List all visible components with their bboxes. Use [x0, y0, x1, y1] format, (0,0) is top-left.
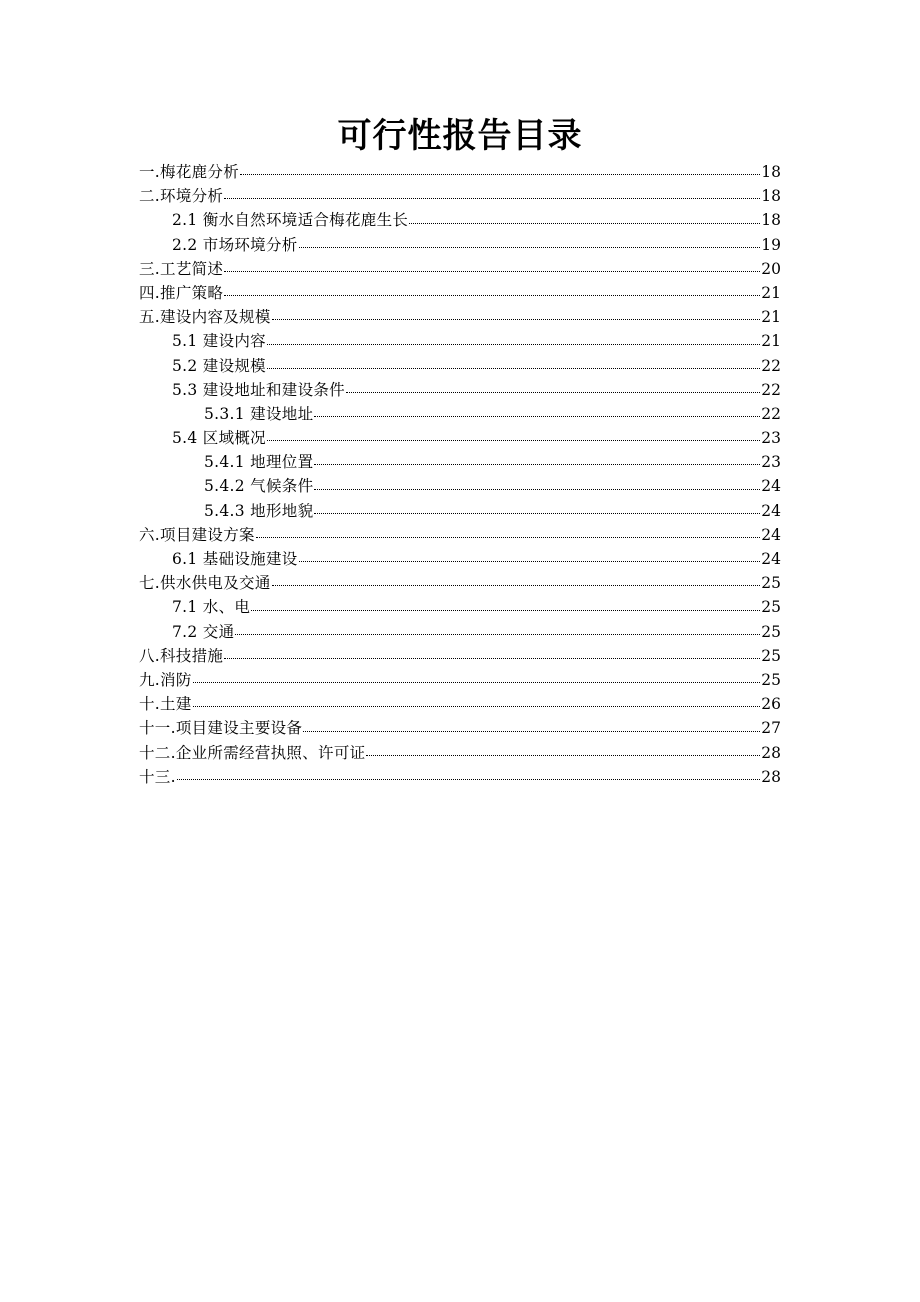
toc-dot-leader	[224, 657, 760, 659]
toc-page-number: 25	[761, 622, 781, 641]
toc-entry[interactable]	[139, 233, 781, 257]
toc-entry-label: 5.4.2 气候条件	[204, 477, 314, 496]
toc-dot-leader	[251, 609, 760, 611]
toc-entry[interactable]	[139, 716, 781, 740]
toc-entry-label: 六.项目建设方案	[139, 525, 255, 544]
toc-entry[interactable]	[139, 620, 781, 644]
toc-page-number: 24	[761, 550, 781, 568]
toc-entry[interactable]	[139, 595, 781, 619]
toc-dot-leader	[267, 439, 760, 441]
toc-entry[interactable]	[139, 426, 781, 450]
toc-page-number: 25	[761, 574, 781, 593]
toc-entry[interactable]	[139, 692, 781, 716]
toc-page-number: 25	[761, 598, 781, 617]
toc-dot-leader	[314, 415, 760, 417]
toc-entry[interactable]	[139, 402, 781, 426]
toc-entry-label: 5.2 建设规模	[172, 356, 266, 375]
toc-entry-label: 7.1 水、电	[172, 598, 251, 617]
toc-page-number: 21	[761, 308, 781, 327]
toc-dot-leader	[346, 391, 760, 393]
toc-dot-leader	[366, 754, 760, 756]
toc-dot-leader	[224, 270, 760, 272]
toc-entry[interactable]	[139, 208, 781, 232]
toc-page-number: 24	[761, 501, 781, 520]
toc-entry-label: 2.1 衡水自然环境适合梅花鹿生长	[172, 211, 409, 230]
toc-entry-label: 一.梅花鹿分析	[139, 163, 240, 181]
toc-dot-leader	[314, 488, 760, 490]
toc-page-number: 23	[761, 453, 781, 472]
toc-dot-leader	[224, 197, 760, 199]
toc-page-number: 20	[761, 259, 781, 278]
toc-entry[interactable]	[139, 305, 781, 329]
page-title: 可行性报告目录	[337, 116, 583, 156]
toc-entry[interactable]	[139, 281, 781, 305]
toc-page-number: 21	[761, 332, 781, 351]
toc-page-number: 22	[761, 380, 781, 399]
toc-entry-label: 二.环境分析	[139, 187, 224, 206]
toc-entry[interactable]	[139, 668, 781, 692]
toc-entry-label: 5.3 建设地址和建设条件	[172, 380, 345, 399]
toc-page-number: 28	[761, 743, 781, 762]
toc-entry-label: 5.3.1 建设地址	[204, 404, 314, 423]
toc-dot-leader	[193, 681, 761, 683]
toc-page-number: 22	[761, 356, 781, 375]
toc-dot-leader	[256, 536, 760, 538]
toc-dot-leader	[299, 560, 761, 562]
toc-dot-leader	[299, 246, 761, 248]
toc-page-number: 25	[761, 670, 781, 689]
toc-dot-leader	[177, 778, 760, 780]
toc-entry-label: 6.1 基础设施建设	[172, 550, 298, 568]
toc-entry[interactable]	[139, 644, 781, 668]
toc-dot-leader	[314, 512, 760, 514]
table-of-contents	[139, 160, 781, 789]
toc-dot-leader	[272, 318, 761, 320]
toc-entry-label: 十.土建	[139, 695, 192, 714]
toc-entry[interactable]	[139, 571, 781, 595]
toc-entry[interactable]	[139, 547, 781, 571]
toc-entry-label: 七.供水供电及交通	[139, 574, 271, 593]
toc-entry[interactable]	[139, 523, 781, 547]
toc-dot-leader	[267, 367, 760, 369]
toc-entry[interactable]	[139, 160, 781, 184]
toc-entry-label: 五.建设内容及规模	[139, 308, 271, 327]
toc-entry[interactable]	[139, 354, 781, 378]
toc-entry[interactable]	[139, 378, 781, 402]
toc-page-number: 24	[761, 477, 781, 496]
toc-entry-label: 十三.	[139, 767, 176, 786]
toc-dot-leader	[409, 222, 760, 224]
toc-dot-leader	[267, 343, 760, 345]
toc-entry-label: 四.推广策略	[139, 283, 224, 302]
toc-entry-label: 7.2 交通	[172, 622, 235, 641]
toc-dot-leader	[272, 584, 761, 586]
toc-entry[interactable]	[139, 450, 781, 474]
toc-entry-label: 九.消防	[139, 670, 192, 689]
toc-page-number: 19	[761, 235, 781, 254]
toc-dot-leader	[303, 730, 760, 732]
toc-dot-leader	[224, 294, 760, 296]
toc-entry-label: 2.2 市场环境分析	[172, 235, 298, 254]
toc-page-number: 18	[761, 163, 781, 181]
toc-dot-leader	[193, 705, 761, 707]
toc-page-number: 23	[761, 429, 781, 448]
toc-page-number: 18	[761, 211, 781, 230]
toc-page-number: 24	[761, 525, 781, 544]
toc-entry[interactable]	[139, 329, 781, 353]
toc-entry-label: 5.4.3 地形地貌	[204, 501, 314, 520]
toc-page-number: 26	[761, 695, 781, 714]
toc-entry[interactable]	[139, 257, 781, 281]
toc-entry-label: 十二.企业所需经营执照、许可证	[139, 743, 366, 762]
toc-entry[interactable]	[139, 474, 781, 498]
toc-entry-label: 三.工艺简述	[139, 259, 224, 278]
toc-entry[interactable]	[139, 741, 781, 765]
toc-entry-label: 5.4.1 地理位置	[204, 453, 314, 472]
toc-dot-leader	[240, 173, 760, 175]
toc-page-number: 27	[761, 719, 781, 738]
toc-dot-leader	[314, 463, 760, 465]
toc-entry-label: 八.科技措施	[139, 646, 224, 665]
toc-entry-label: 十一.项目建设主要设备	[139, 719, 303, 738]
toc-page-number: 18	[761, 187, 781, 206]
toc-entry-label: 5.4 区域概况	[172, 429, 266, 448]
toc-page-number: 22	[761, 404, 781, 423]
toc-entry-label: 5.1 建设内容	[172, 332, 266, 351]
toc-page-number: 28	[761, 767, 781, 786]
toc-entry[interactable]	[139, 765, 781, 789]
toc-dot-leader	[235, 633, 760, 635]
toc-entry[interactable]	[139, 184, 781, 208]
toc-page-number: 21	[761, 283, 781, 302]
toc-entry[interactable]	[139, 499, 781, 523]
toc-page-number: 25	[761, 646, 781, 665]
